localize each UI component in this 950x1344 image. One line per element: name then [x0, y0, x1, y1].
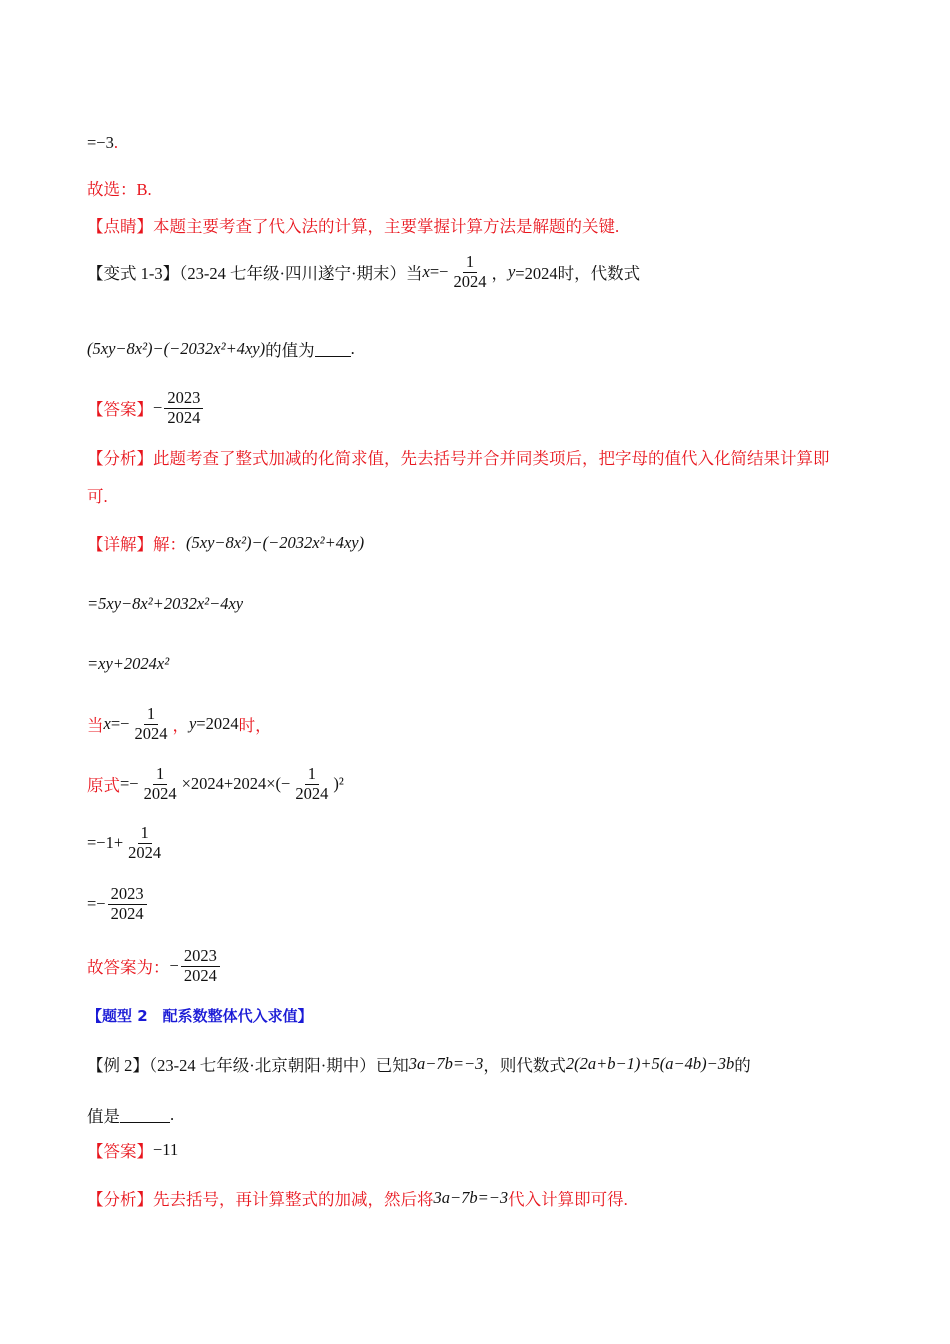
text-run: 2(2a+b−1)+5(a−4b)−3b — [565, 1054, 735, 1073]
text-run: . — [170, 1105, 175, 1124]
fraction-numerator: 2023 — [108, 885, 147, 905]
text-line — [87, 640, 169, 688]
text-line — [87, 325, 355, 373]
text-run: 故答案为： — [87, 958, 170, 977]
text-run: 【分析】此题考查了整式加减的化简求值，先去括号并合并同类项后，把字母的值代入化简结果计算即 — [87, 449, 830, 468]
fraction — [108, 885, 147, 924]
section-heading: 【题型 2 配系数整体代入求值】 — [87, 1006, 313, 1025]
text-run: −11 — [153, 1140, 179, 1159]
text-run: . — [350, 339, 355, 358]
text-run: 3a−7b=−3 — [433, 1188, 509, 1207]
text-run: 值是 — [87, 1107, 120, 1126]
text-run: ， — [172, 716, 189, 735]
text-run: =xy+2024x² — [87, 654, 170, 673]
text-line — [87, 384, 205, 432]
text-run: − — [153, 398, 163, 417]
text-line — [87, 519, 364, 567]
text-line — [87, 1126, 178, 1174]
text-line — [87, 201, 619, 249]
fraction-denominator: 2024 — [183, 965, 217, 985]
text-run: 【答案】 — [87, 1142, 153, 1161]
fraction-denominator: 2024 — [143, 783, 177, 803]
text-run: =− — [87, 894, 106, 913]
text-line — [87, 248, 640, 296]
text-run: y — [507, 262, 516, 281]
text-line — [87, 991, 313, 1039]
fraction — [141, 765, 180, 804]
text-run: 的值为 — [265, 341, 315, 360]
text-line — [87, 760, 344, 808]
text-run: . — [113, 133, 118, 152]
text-run: 【详解】解： — [87, 535, 186, 554]
text-run: y — [188, 714, 197, 733]
text-line — [87, 471, 108, 519]
fraction-numerator: 1 — [144, 705, 158, 725]
text-line — [87, 1040, 751, 1088]
text-run: − — [169, 956, 179, 975]
fraction-numerator: 1 — [153, 765, 167, 785]
fraction — [131, 705, 170, 744]
text-run: 原式 — [87, 776, 120, 795]
fraction — [125, 824, 164, 863]
text-line — [87, 433, 830, 481]
text-run: (5xy−8x²)−(−2032x²+4xy) — [87, 339, 266, 358]
fraction-denominator: 2024 — [110, 903, 144, 923]
text-run: x — [422, 262, 430, 281]
text-run: ， — [491, 264, 508, 283]
text-run: 【答案】 — [87, 400, 153, 419]
text-run: 当 — [87, 716, 104, 735]
text-line — [87, 819, 166, 867]
fraction-numerator: 2023 — [181, 947, 220, 967]
text-run: )² — [333, 774, 344, 793]
text-run: ×2024+2024×(− — [181, 774, 291, 793]
text-run: ，则代数式 — [483, 1056, 566, 1075]
text-run: 时， — [238, 716, 272, 735]
fraction-numerator: 1 — [138, 824, 152, 844]
fraction-denominator: 2024 — [453, 271, 487, 291]
fraction-denominator: 2024 — [167, 407, 201, 427]
text-run: 【点睛】本题主要考查了代入法的计算，主要掌握计算方法是解题的关键. — [87, 217, 620, 236]
text-run: 故选：B. — [87, 180, 152, 199]
text-run: 【分析】先去括号，再计算整式的加减，然后将 — [87, 1190, 434, 1209]
text-line — [87, 700, 272, 748]
text-run: 【变式 1-3】（23-24 七年级·四川遂宁·期末）当 — [87, 264, 423, 283]
fraction-numerator: 1 — [305, 765, 319, 785]
text-run: =− — [110, 714, 130, 733]
text-run: 【例 2】（23-24 七年级·北京朝阳·期中）已知 — [87, 1056, 409, 1075]
fraction-numerator: 2023 — [164, 389, 203, 409]
text-run: =− — [120, 774, 139, 793]
answer-blank — [315, 342, 351, 357]
text-run: (5xy−8x²)−(−2032x²+4xy) — [186, 533, 365, 552]
text-line — [87, 1174, 628, 1222]
fraction-denominator: 2024 — [128, 842, 162, 862]
fraction-denominator: 2024 — [134, 723, 168, 743]
text-line — [87, 880, 149, 928]
answer-blank — [120, 1108, 170, 1123]
fraction — [292, 765, 331, 804]
text-run: 的 — [734, 1056, 751, 1075]
fraction-numerator: 1 — [463, 253, 477, 273]
text-run: =− — [429, 262, 449, 281]
fraction — [164, 389, 203, 428]
text-run: 3a−7b=−3 — [408, 1054, 484, 1073]
text-run: =−3 — [87, 133, 114, 152]
text-run: =5xy−8x²+2032x²−4xy — [87, 594, 244, 613]
text-run: =−1+ — [87, 833, 124, 852]
text-line — [87, 942, 222, 990]
fraction — [450, 253, 489, 292]
text-line — [87, 119, 118, 167]
text-run: x — [103, 714, 111, 733]
text-run: 代入计算即可得. — [508, 1190, 628, 1209]
fraction-denominator: 2024 — [295, 783, 329, 803]
text-run: =2024 — [196, 714, 239, 733]
fraction — [181, 947, 220, 986]
text-run: =2024时，代数式 — [515, 264, 641, 283]
text-run: 可. — [87, 487, 108, 506]
text-line — [87, 580, 243, 628]
